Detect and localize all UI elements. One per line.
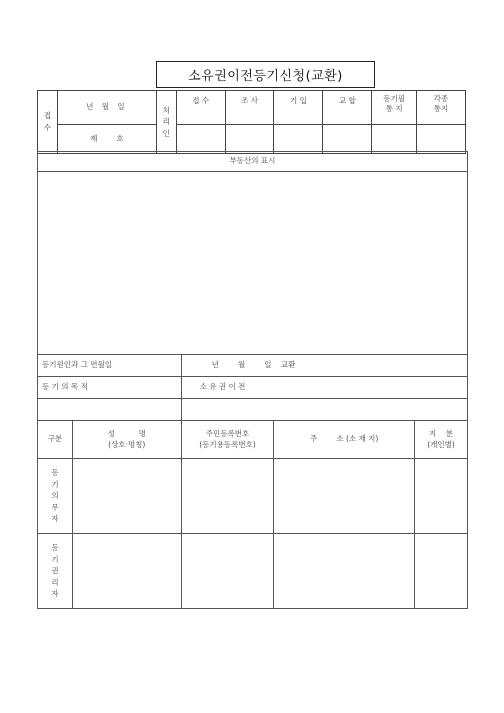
col-name: 성 명 (상호·명칭) [72, 421, 181, 459]
holder-share-cell[interactable] [415, 534, 468, 609]
application-table [37, 151, 468, 609]
reception-number-label: 제 호 [57, 125, 156, 154]
property-header: 부동산의 표시 [38, 152, 468, 172]
processor-label: 처리인 [156, 91, 176, 154]
form-title: 소유권이전등기신청(교환) [156, 61, 375, 88]
obligor-share-cell[interactable] [415, 459, 468, 534]
stage-notices-cell[interactable] [417, 125, 466, 154]
obligor-address-cell[interactable] [274, 459, 415, 534]
purpose-label: 등 기 의 목 적 [38, 377, 182, 399]
obligor-id-cell[interactable] [181, 459, 274, 534]
col-id: 주민등록번호 (등기용등록번호) [181, 421, 274, 459]
reception-date-label: 년 월 일 [57, 91, 156, 125]
stage-review: 조 사 [225, 91, 274, 125]
cause-label: 등기원인과 그 연월일 [38, 355, 182, 377]
holder-id-cell[interactable] [181, 534, 274, 609]
stage-reception-cell[interactable] [176, 125, 225, 154]
reception-label: 접 수 [38, 91, 58, 154]
obligor-name-cell[interactable] [72, 459, 181, 534]
stage-reception: 접 수 [176, 91, 225, 125]
holder-name-cell[interactable] [72, 534, 181, 609]
stage-notice-complete-cell[interactable] [372, 125, 417, 154]
col-type: 구분 [38, 421, 73, 459]
stage-verify: 교 합 [323, 91, 372, 125]
stage-verify-cell[interactable] [323, 125, 372, 154]
extra-value-cell[interactable] [181, 399, 467, 421]
col-share: 지 분 (개인별) [415, 421, 468, 459]
extra-label-cell[interactable] [38, 399, 182, 421]
col-address: 주 소 (소 재 지) [274, 421, 415, 459]
stage-review-cell[interactable] [225, 125, 274, 154]
stage-entry: 기 입 [274, 91, 323, 125]
stage-notices: 각종 통지 [417, 91, 466, 125]
purpose-value[interactable]: 소 유 권 이 전 [181, 377, 467, 399]
property-description-area[interactable] [38, 172, 468, 355]
cause-value[interactable]: 년 월 일 교환 [181, 355, 467, 377]
stage-notice-complete: 등기필 통 지 [372, 91, 417, 125]
holder-address-cell[interactable] [274, 534, 415, 609]
reception-table [37, 90, 466, 154]
holder-label: 등기권리자 [38, 534, 73, 609]
stage-entry-cell[interactable] [274, 125, 323, 154]
obligor-label: 등기의무자 [38, 459, 73, 534]
